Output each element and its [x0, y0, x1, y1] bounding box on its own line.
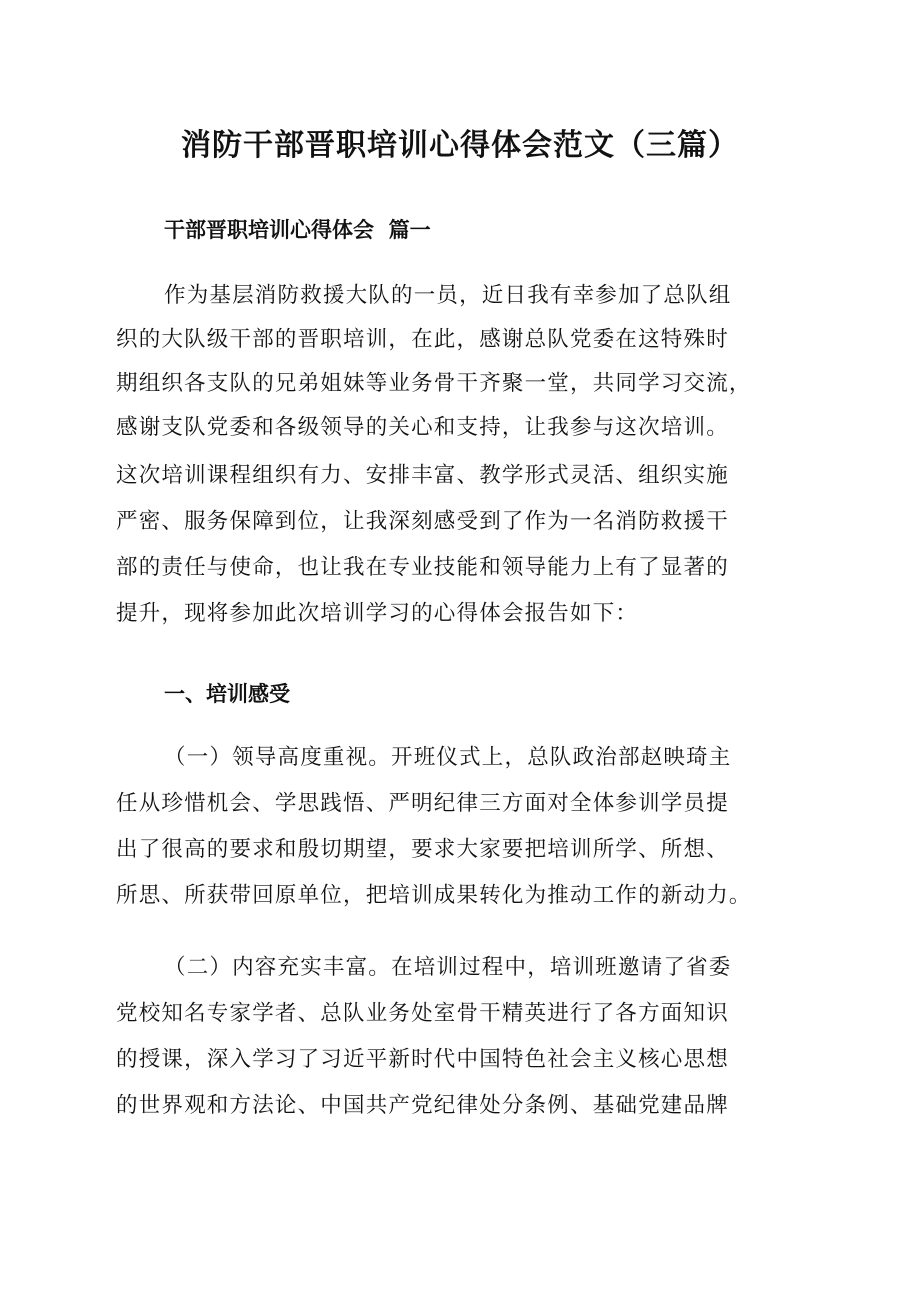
paragraph-line: （二）内容充实丰富。在培训过程中，培训班邀请了省委: [164, 955, 732, 980]
paragraph-line: 织的大队级干部的晋职培训，在此，感谢总队党委在这特殊时: [116, 327, 729, 352]
paragraph-line: 作为基层消防救援大队的一员，近日我有幸参加了总队组: [164, 283, 732, 308]
paragraph-line: 感谢支队党委和各级领导的关心和支持，让我参与这次培训。: [116, 415, 729, 440]
paragraph-line: 的世界观和方法论、中国共产党纪律处分条例、基础党建品牌: [116, 1093, 729, 1118]
paragraph-line: 出了很高的要求和殷切期望，要求大家要把培训所学、所想、: [116, 837, 729, 862]
paragraph-line: 期组织各支队的兄弟姐妹等业务骨干齐聚一堂，共同学习交流，: [116, 371, 752, 396]
paragraph-line: 所思、所获带回原单位，把培训成果转化为推动工作的新动力。: [116, 883, 752, 908]
paragraph-line: 任从珍惜机会、学思践悟、严明纪律三方面对全体参训学员提: [116, 791, 729, 816]
paragraph-line: 部的责任与使命，也让我在专业技能和领导能力上有了显著的: [116, 555, 729, 580]
paragraph-line: 这次培训课程组织有力、安排丰富、教学形式灵活、组织实施: [116, 463, 729, 488]
paragraph-line: 提升，现将参加此次培训学习的心得体会报告如下：: [116, 601, 639, 626]
paragraph-line: （一）领导高度重视。开班仪式上，总队政治部赵映琦主: [164, 745, 732, 770]
article-subtitle: 干部晋职培训心得体会 篇一: [164, 218, 431, 242]
paragraph-line: 严密、服务保障到位，让我深刻感受到了作为一名消防救援干: [116, 509, 729, 534]
paragraph-line: 的授课，深入学习了习近平新时代中国特色社会主义核心思想: [116, 1047, 729, 1072]
section-heading: 一、培训感受: [164, 682, 290, 706]
document-title: 消防干部晋职培训心得体会范文（三篇）: [181, 128, 739, 163]
paragraph-line: 党校知名专家学者、总队业务处室骨干精英进行了各方面知识: [116, 1001, 729, 1026]
